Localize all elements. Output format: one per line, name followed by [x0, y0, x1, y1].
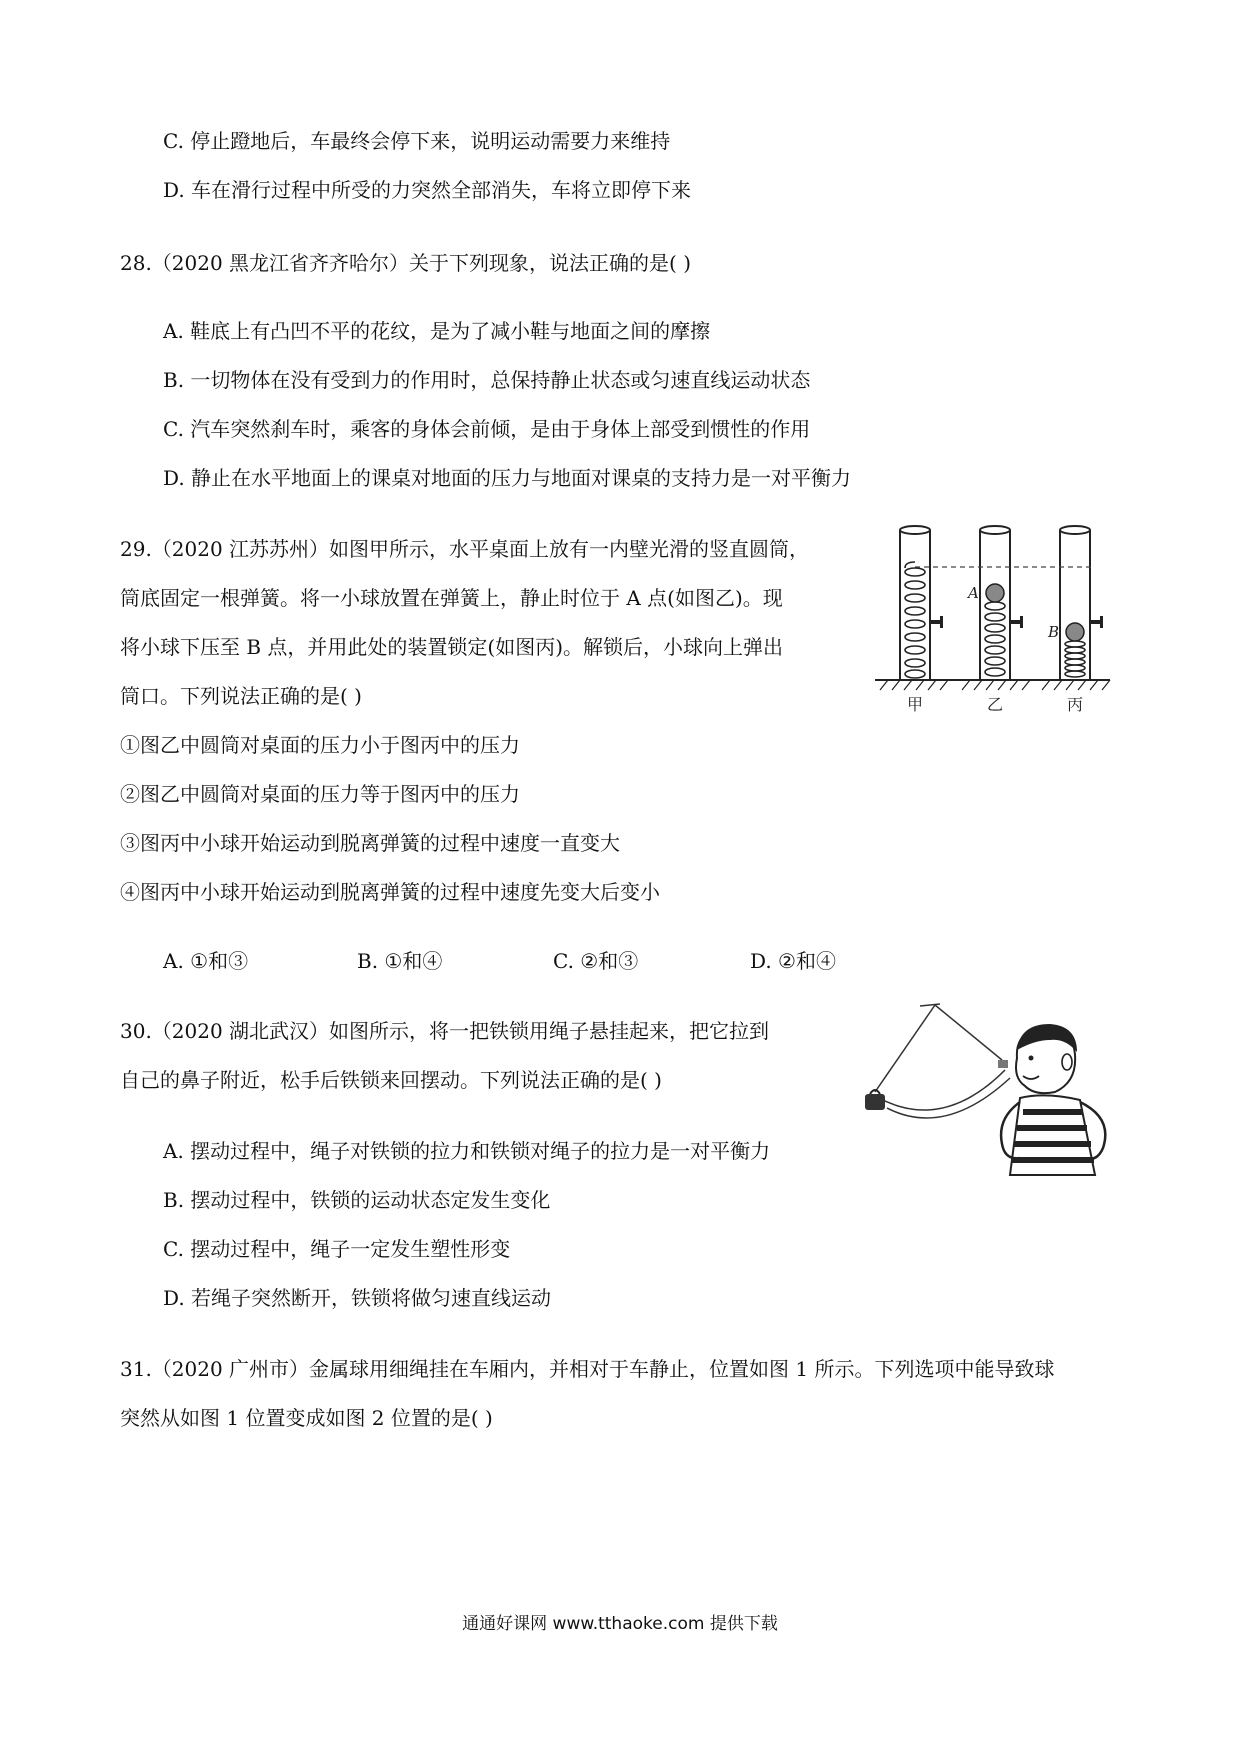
q29-statement-2: ②图乙中圆筒对桌面的压力等于图丙中的压力 [120, 782, 520, 806]
q30-option-c: C. 摆动过程中，绳子一定发生塑性形变 [163, 1237, 511, 1261]
q30-stem-line-2: 自己的鼻子附近，松手后铁锁来回摆动。下列说法正确的是( ) [120, 1068, 662, 1092]
q29-label-b: B [1048, 623, 1060, 641]
q29-label-jia: 甲 [907, 695, 924, 714]
q29-stem-line-3: 将小球下压至 B 点，并用此处的装置锁定(如图丙)。解锁后，小球向上弹出 [120, 635, 784, 659]
q29-statement-1: ①图乙中圆筒对桌面的压力小于图丙中的压力 [120, 733, 520, 757]
q29-choice-c: C. ②和③ [553, 949, 639, 973]
q30-option-d: D. 若绳子突然断开，铁锁将做匀速直线运动 [163, 1286, 552, 1310]
q30-pendulum-figure [845, 1000, 1125, 1205]
q28-option-c: C. 汽车突然刹车时，乘客的身体会前倾，是由于身体上部受到惯性的作用 [163, 417, 811, 441]
q31-stem-line-1: 31.（2020 广州市）金属球用细绳挂在车厢内，并相对于车静止，位置如图 1 所示。下列选项中能导致球 [120, 1357, 1055, 1381]
q29-choice-b: B. ①和④ [357, 949, 443, 973]
page-footer: 通通好课网 www.tthaoke.com 提供下载 [462, 1614, 778, 1634]
q29-stem-line-4: 筒口。下列说法正确的是( ) [120, 684, 362, 708]
q27-option-d: D. 车在滑行过程中所受的力突然全部消失，车将立即停下来 [163, 178, 692, 202]
q29-label-a: A [968, 584, 979, 602]
q29-statement-3: ③图丙中小球开始运动到脱离弹簧的过程中速度一直变大 [120, 831, 620, 855]
q30-option-b: B. 摆动过程中，铁锁的运动状态定发生变化 [163, 1188, 551, 1212]
q28-option-a: A. 鞋底上有凸凹不平的花纹，是为了减小鞋与地面之间的摩擦 [163, 319, 711, 343]
q28-stem: 28.（2020 黑龙江省齐齐哈尔）关于下列现象，说法正确的是( ) [120, 251, 692, 275]
q30-option-a: A. 摆动过程中，绳子对铁锁的拉力和铁锁对绳子的拉力是一对平衡力 [163, 1139, 771, 1163]
q29-stem-line-2: 筒底固定一根弹簧。将一小球放置在弹簧上，静止时位于 A 点(如图乙)。现 [120, 586, 783, 610]
q29-label-yi: 乙 [987, 695, 1004, 714]
q29-stem-line-1: 29.（2020 江苏苏州）如图甲所示，水平桌面上放有一内壁光滑的竖直圆筒， [120, 537, 810, 561]
q29-choice-d: D. ②和④ [750, 949, 836, 973]
q30-stem-line-1: 30.（2020 湖北武汉）如图所示，将一把铁锁用绳子悬挂起来，把它拉到 [120, 1019, 770, 1043]
q29-choice-a: A. ①和③ [163, 949, 249, 973]
q28-option-b: B. 一切物体在没有受到力的作用时，总保持静止状态或匀速直线运动状态 [163, 368, 811, 392]
q27-option-c: C. 停止蹬地后，车最终会停下来，说明运动需要力来维持 [163, 129, 671, 153]
q31-stem-line-2: 突然从如图 1 位置变成如图 2 位置的是( ) [120, 1406, 493, 1430]
q29-spring-tube-figure [870, 520, 1120, 715]
q29-statement-4: ④图丙中小球开始运动到脱离弹簧的过程中速度先变大后变小 [120, 880, 660, 904]
q28-option-d: D. 静止在水平地面上的课桌对地面的压力与地面对课桌的支持力是一对平衡力 [163, 466, 852, 490]
q29-label-bing: 丙 [1067, 695, 1084, 714]
